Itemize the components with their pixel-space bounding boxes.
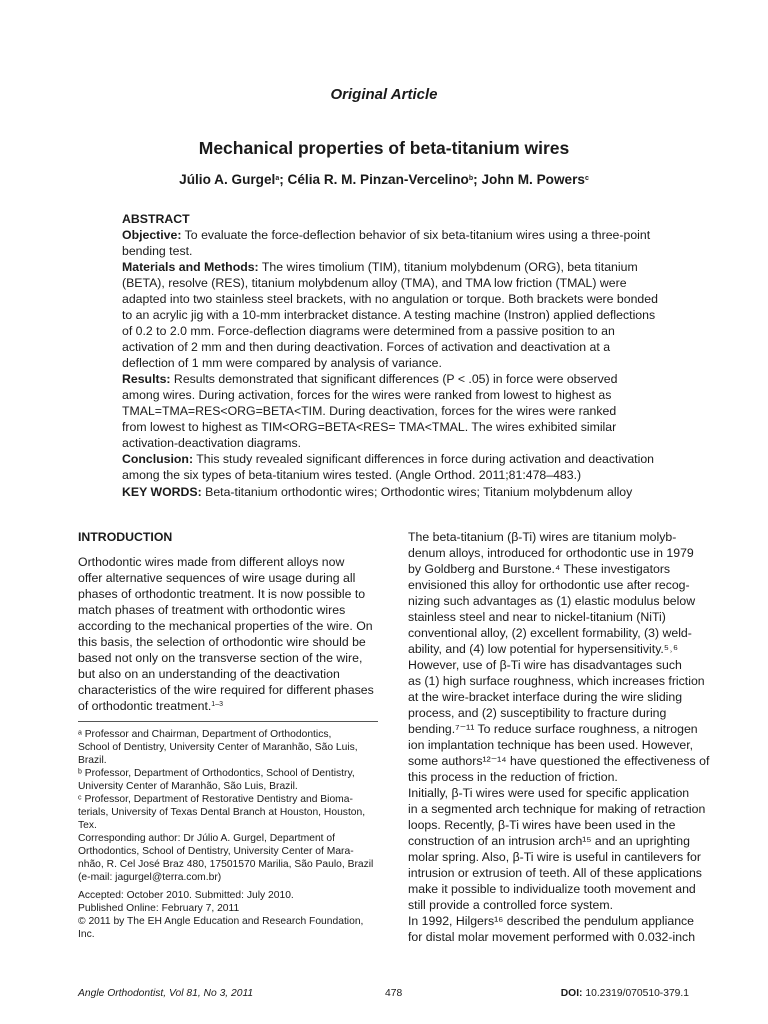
author-name: Júlio A. Gurgel — [179, 172, 276, 187]
keywords-text: Beta-titanium orthodontic wires; Orthodontic wires; Titanium molybdenum alloy — [201, 485, 633, 499]
abstract-line — [122, 371, 617, 387]
doi-value[interactable]: 10.2319/070510-379.1 — [582, 988, 689, 999]
right-column-line: at the wire-bracket interface during the wire sliding — [408, 690, 683, 704]
right-column-line: molar spring. Also, β-Ti wire is useful in cantilevers for — [408, 850, 701, 864]
right-column-line: Initially, β-Ti wires were used for specific application — [408, 786, 690, 800]
introduction-text: match phases of treatment with orthodontic wires — [78, 603, 346, 617]
footnote-line: University Center of Maranhão, São Luis, Brazil. — [78, 781, 298, 792]
abstract-line — [122, 355, 442, 371]
footnote-line: Orthodontics, School of Dentistry, University Center of Mara- — [78, 846, 354, 857]
doi-label: DOI: — [560, 988, 583, 999]
article-title: Mechanical properties of beta-titanium wires — [198, 138, 570, 158]
right-column-line: ion implantation technique has been used. However, — [408, 738, 694, 752]
abstract-text: to an acrylic jig with a 10-mm interbracket distance. A testing machine (Instron) applied deflections — [122, 308, 656, 322]
keywords-label: KEY WORDS: — [122, 485, 202, 499]
author-affiliation-marker: a — [275, 175, 280, 182]
abstract-line — [122, 307, 655, 323]
abstract-line — [122, 259, 638, 275]
abstract-line — [122, 275, 627, 291]
abstract-text: activation-deactivation diagrams. — [122, 436, 302, 450]
author-separator: ; — [279, 172, 288, 187]
abstract-text: activation of 2 mm and then during deactivation. Forces of activation and deactivation at a — [122, 340, 611, 354]
right-column-line: The beta-titanium (β-Ti) wires are titanium molyb- — [408, 530, 677, 544]
right-column-line: loops. Recently, β-Ti wires have been used in the — [408, 818, 676, 832]
abstract-line — [122, 403, 616, 419]
abstract-heading: ABSTRACT — [122, 212, 190, 226]
abstract-text: from lowest to highest as TIM<ORG=BETA<RES= TMA<TMAL. The wires exhibited similar — [122, 420, 617, 434]
publication-date-line: Inc. — [78, 929, 95, 940]
right-column-line: by Goldberg and Burstone.⁴ These investigators — [408, 562, 671, 576]
abstract-text: among the six types of beta-titanium wires tested. (Angle Orthod. 2011;81:478–483.) — [122, 468, 582, 482]
introduction-line — [78, 650, 362, 666]
abstract-line — [122, 227, 650, 243]
right-column-line: bending.⁷⁻¹¹ To reduce surface roughness, a nitrogen — [408, 722, 698, 736]
right-column-line: envisioned this alloy for orthodontic use after recog- — [408, 578, 690, 592]
introduction-text: of orthodontic treatment. — [78, 699, 212, 713]
introduction-line — [78, 666, 340, 682]
introduction-line — [78, 586, 365, 602]
introduction-text: according to the mechanical properties of the wire. On — [78, 619, 373, 633]
abstract-subheading: Materials and Methods: — [122, 260, 259, 274]
abstract-subheading: Objective: — [122, 228, 182, 242]
introduction-line — [78, 570, 355, 586]
right-column-line: process, and (2) susceptibility to fracture during — [408, 706, 667, 720]
publication-date-line: Accepted: October 2010. Submitted: July 2010. — [78, 890, 294, 901]
abstract-text: The wires timolium (TIM), titanium molybdenum (ORG), beta titanium — [258, 260, 638, 274]
right-column-line: stainless steel and near to nickel-titanium (NiTi) — [408, 610, 666, 624]
footnote-line: Corresponding author: Dr Júlio A. Gurgel, Department of — [78, 833, 335, 844]
introduction-text: characteristics of the wire required for different phases — [78, 683, 374, 697]
author-name: John M. Powers — [481, 172, 585, 187]
abstract-text: TMAL=TMA=RES<ORG=BETA<TIM. During deactivation, forces for the wires were ranked — [122, 404, 617, 418]
introduction-line — [78, 618, 373, 634]
abstract-line — [122, 435, 301, 451]
introduction-text: Orthodontic wires made from different alloys now — [78, 555, 345, 569]
publication-date-line: Published Online: February 7, 2011 — [78, 903, 240, 914]
right-column-line: ability, and (4) low potential for hypersensitivity.⁵˒⁶ — [408, 642, 679, 656]
publication-date-line: © 2011 by The EH Angle Education and Research Foundation, — [78, 916, 364, 927]
right-column-line: for distal molar movement performed with 0.032-inch — [408, 930, 696, 944]
introduction-text: based not only on the transverse section of the wire, — [78, 651, 363, 665]
right-column-line: nizing such advantages as (1) elastic modulus below — [408, 594, 696, 608]
right-column-line: in a segmented arch technique for making of retraction — [408, 802, 706, 816]
abstract-line — [122, 467, 581, 483]
abstract-text: among wires. During activation, forces for the wires were ranked from lowest to highest as — [122, 388, 612, 402]
right-column-line: some authors¹²⁻¹⁴ have questioned the effectiveness of — [408, 754, 710, 768]
author-affiliation-marker: c — [584, 175, 589, 182]
introduction-text: phases of orthodontic treatment. It is now possible to — [78, 587, 366, 601]
introduction-text: this basis, the selection of orthodontic wire should be — [78, 635, 366, 649]
abstract-line — [122, 339, 610, 355]
abstract-line — [122, 451, 654, 467]
introduction-line — [78, 634, 366, 650]
abstract-line — [122, 243, 192, 259]
article-type-label: Original Article — [330, 86, 438, 103]
right-column-line: this process in the reduction of friction. — [408, 770, 618, 784]
abstract-text: (BETA), resolve (RES), titanium molybdenum alloy (TMA), and TMA low friction (TMAL) were — [122, 276, 627, 290]
introduction-line — [78, 682, 374, 698]
right-column-line: However, use of β-Ti wire has disadvantages such — [408, 658, 682, 672]
right-column-line: conventional alloy, (2) excellent formability, (3) weld- — [408, 626, 692, 640]
author-name: Célia R. M. Pinzan-Vercelino — [287, 172, 469, 187]
introduction-text: offer alternative sequences of wire usage during all — [78, 571, 356, 585]
abstract-subheading: Conclusion: — [122, 452, 194, 466]
right-column-line: still provide a controlled force system. — [408, 898, 614, 912]
footnote-line: ᵃ Professor and Chairman, Department of Orthodontics, — [78, 729, 332, 740]
introduction-line — [78, 602, 345, 618]
footnote-line: nhão, R. Cel José Braz 480, 17501570 Marilia, São Paulo, Brazil — [78, 859, 374, 870]
abstract-line — [122, 419, 616, 435]
author-separator: ; — [473, 172, 482, 187]
footnote-line: ᵇ Professor, Department of Orthodontics, School of Dentistry, — [78, 768, 355, 779]
footer-journal-citation: Angle Orthodontist, Vol 81, No 3, 2011 — [78, 988, 254, 999]
right-column-line: intrusion or extrusion of teeth. All of these applications — [408, 866, 702, 880]
right-column-line: construction of an intrusion arch¹⁵ and an uprighting — [408, 834, 690, 848]
abstract-text: To evaluate the force-deflection behavior of six beta-titanium wires using a three-point — [181, 228, 651, 242]
footnote-line: terials, University of Texas Dental Branch at Houston, Houston, — [78, 807, 366, 818]
abstract-text: This study revealed significant differences in force during activation and deactivation — [193, 452, 654, 466]
introduction-line — [78, 698, 223, 714]
footnote-line: Tex. — [78, 820, 97, 831]
introduction-text: but also on an understanding of the deactivation — [78, 667, 340, 681]
footnote-line: ᶜ Professor, Department of Restorative Dentistry and Bioma- — [78, 794, 353, 805]
page-number: 478 — [385, 988, 403, 999]
author-list — [0, 172, 768, 187]
abstract-line — [122, 323, 615, 339]
right-column-line: In 1992, Hilgers¹⁶ described the pendulum appliance — [408, 914, 695, 928]
keywords-line — [122, 484, 632, 500]
right-column-line: as (1) high surface roughness, which increases friction — [408, 674, 705, 688]
footnote-line: School of Dentistry, University Center of Maranhão, São Luis, — [78, 742, 358, 753]
abstract-text: deflection of 1 mm were compared by analysis of variance. — [122, 356, 442, 370]
footnote-line: (e-mail: jagurgel@terra.com.br) — [78, 872, 222, 883]
abstract-text: adapted into two stainless steel brackets, with no angulation or torque. Both brackets were bonded — [122, 292, 658, 306]
reference-marker: 1–3 — [211, 701, 223, 708]
abstract-line — [122, 291, 658, 307]
abstract-text: bending test. — [122, 244, 193, 258]
abstract-line — [122, 387, 611, 403]
author-affiliation-marker: b — [468, 175, 474, 182]
abstract-text: of 0.2 to 2.0 mm. Force-deflection diagrams were determined from a passive position to an — [122, 324, 615, 338]
abstract-text: Results demonstrated that significant differences (P < .05) in force were observed — [170, 372, 618, 386]
footer-doi — [561, 988, 689, 999]
right-column-line: denum alloys, introduced for orthodontic use in 1979 — [408, 546, 694, 560]
footnote-divider — [78, 721, 378, 722]
introduction-heading: INTRODUCTION — [78, 530, 173, 544]
right-column-line: make it possible to individualize tooth movement and — [408, 882, 696, 896]
introduction-line — [78, 554, 344, 570]
footnote-line: Brazil. — [78, 755, 107, 766]
abstract-subheading: Results: — [122, 372, 171, 386]
